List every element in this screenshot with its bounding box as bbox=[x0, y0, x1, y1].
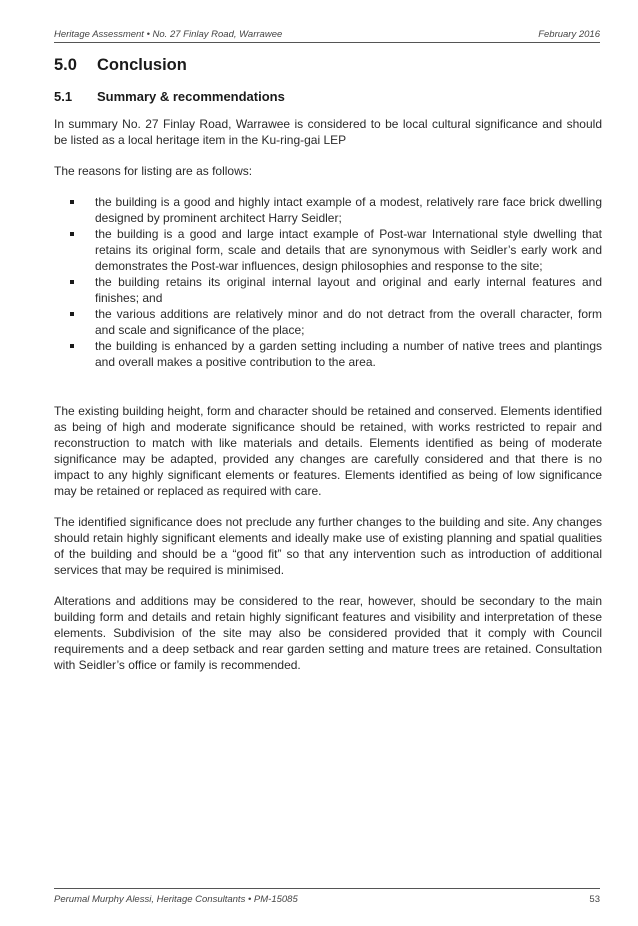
list-item-text: the building retains its original internal layout and original and early internal features and finishes; and bbox=[95, 275, 602, 305]
section-title: Conclusion bbox=[97, 56, 187, 74]
list-item bbox=[54, 274, 602, 306]
subsection-heading bbox=[54, 89, 602, 104]
intro-paragraph: In summary No. 27 Finlay Road, Warrawee is considered to be local cultural significance and should be listed as a local heritage item in the Ku-ring-gai LEP bbox=[54, 117, 602, 147]
header-date: February 2016 bbox=[538, 29, 600, 40]
section-heading bbox=[54, 56, 602, 75]
changes-paragraph: The identified significance does not preclude any further changes to the building and site. Any changes should retain highly significant elements and ideally make use of existing planning and spatial qualities of the building and should be a “good fit” so that any intervention such as introduction of additional services that may be required is minimised. bbox=[54, 515, 602, 577]
bullet-icon bbox=[70, 280, 74, 284]
subsection-number: 5.1 bbox=[54, 89, 73, 104]
subsection-title: Summary & recommendations bbox=[97, 89, 285, 104]
page-footer bbox=[54, 888, 600, 909]
bullet-icon bbox=[70, 312, 74, 316]
section-number: 5.0 bbox=[54, 56, 77, 74]
list-item bbox=[54, 306, 602, 338]
footer-consultant: Perumal Murphy Alessi, Heritage Consultants • PM-15085 bbox=[54, 894, 298, 905]
bullet-icon bbox=[70, 232, 74, 236]
bullet-icon bbox=[70, 200, 74, 204]
page-content bbox=[54, 56, 602, 688]
alterations-paragraph: Alterations and additions may be considered to the rear, however, should be secondary to the main building form and details and retain highly significant features and visibility and interpretation of these elements. Subdivision of the site may also be considered provided that it comply with Council requirements and a deep setback and rear garden setting and mature trees are retained. Consultation with Seidler’s office or family is recommended. bbox=[54, 594, 602, 672]
list-item-text: the various additions are relatively minor and do not detract from the overall character, form and scale and significance of the place; bbox=[95, 307, 602, 337]
list-item-text: the building is a good and large intact example of Post-war International style dwelling that retains its original form, scale and details that are synonymous with Seidler’s early work and demonstrates the Post-war influences, design philosophies and response to the site; bbox=[95, 227, 602, 273]
page-header bbox=[54, 28, 600, 43]
list-item bbox=[54, 194, 602, 226]
reasons-lead-paragraph: The reasons for listing are as follows: bbox=[54, 164, 253, 178]
retention-paragraph: The existing building height, form and character should be retained and conserved. Elements identified as being of high and moderate significance should be retained, with works restricted to repair and reconstruction to match with like materials and details. Elements identified as being of moderate significance may be adapted, provided any changes are carefully considered and that there is no impact to any highly significant elements or features. Elements identified as being of low significance may be retained or replaced as required with care. bbox=[54, 404, 602, 498]
list-item-text: the building is a good and highly intact example of a modest, relatively rare face brick dwelling designed by prominent architect Harry Seidler; bbox=[95, 195, 602, 225]
bullet-icon bbox=[70, 344, 74, 348]
page-number: 53 bbox=[589, 894, 600, 905]
list-item-text: the building is enhanced by a garden setting including a number of native trees and plantings and overall makes a positive contribution to the area. bbox=[95, 339, 602, 369]
header-document-title: Heritage Assessment • No. 27 Finlay Road, Warrawee bbox=[54, 29, 283, 40]
list-item bbox=[54, 226, 602, 274]
list-item bbox=[54, 338, 602, 370]
reasons-list bbox=[54, 194, 602, 370]
